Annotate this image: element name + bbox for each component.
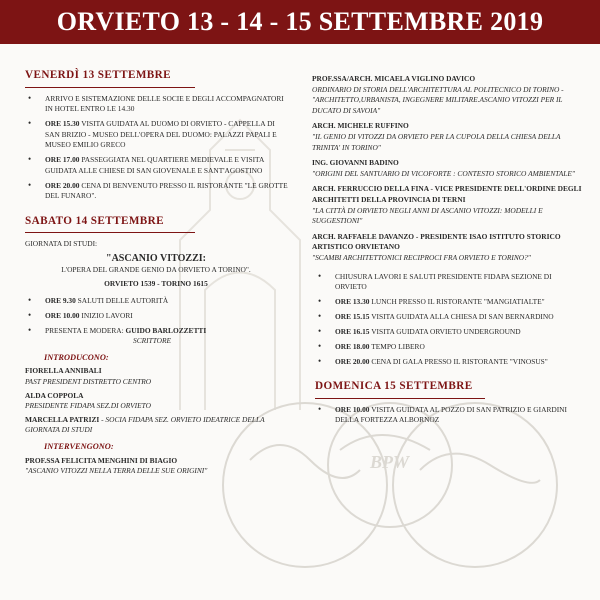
speaker-name: ARCH. RAFFAELE DAVANZO - PRESIDENTE ISAO ISTITUTO STORICO ARTISTICO ORVIETANO bbox=[312, 231, 561, 252]
list-item: • ARRIVO E SISTEMAZIONE DELLE SOCIE E DEGLI ACCOMPAGNATORI IN HOTEL ENTRO LE 14.30 bbox=[28, 92, 284, 114]
speaker-role: PAST PRESIDENT DISTRETTO CENTRO bbox=[25, 376, 152, 386]
list-item: • ORE 18.00 TEMPO LIBERO bbox=[318, 340, 425, 351]
conference-subtitle: L'OPERA DEL GRANDE GENIO DA ORVIETO A TORINO". bbox=[61, 264, 251, 274]
list-item: • ORE 15.15 VISITA GUIDATA ALLA CHIESA DI SAN BERNARDINO bbox=[318, 310, 554, 321]
saturday-list bbox=[22, 296, 290, 347]
saturday-divider bbox=[25, 232, 195, 233]
list-item: • ORE 15.30 VISITA GUIDATA AL DUOMO DI ORVIETO - CAPPELLA DI SAN BRIZIO - MUSEO DELL'OPERA DEL DUOMO: PALAZZI PAPALI E MUSEO EMILIO GRECO bbox=[28, 118, 277, 150]
speaker-block bbox=[312, 232, 584, 264]
speaker-role: "SCAMBI ARCHITETTONICI RECIPROCI FRA ORVIETO E TORINO?" bbox=[312, 252, 531, 262]
speaker-name: PROF.SSA FELICITA MENGHINI DI BIAGIO bbox=[25, 455, 178, 465]
list-item: • ORE 20.00 CENA DI BENVENUTO PRESSO IL RISTORANTE "LE GROTTE DEL FUNARO". bbox=[28, 179, 288, 201]
friday-heading: VENERDÌ 13 SETTEMBRE bbox=[25, 69, 172, 81]
study-day-label: GIORNATA DI STUDI: bbox=[25, 239, 98, 249]
speaker-block bbox=[312, 121, 584, 153]
list-item: • PRESENTA E MODERA: GUIDO BARLOZZETTI SCRITTORE bbox=[28, 324, 207, 346]
list-item: • ORE 17.00 PASSEGGIATA NEL QUARTIERE MEDIEVALE E VISITA GUIDATA ALLE CHIESE DI SAN GIOVENALE E SANT'AGOSTINO bbox=[28, 154, 264, 175]
list-item: • ORE 10.00 INIZIO LAVORI bbox=[28, 309, 133, 320]
speaker-role: "ASCANIO VITOZZI NELLA TERRA DELLE SUE ORIGINI" bbox=[25, 466, 208, 476]
speaker-name: ALDA COPPOLA bbox=[25, 390, 84, 400]
speaker-role: "LA CITTÀ DI ORVIETO NEGLI ANNI DI ASCANIO VITOZZI: MODELLI E SUGGESTIONI" bbox=[312, 205, 543, 226]
intervengono-list bbox=[25, 456, 290, 477]
list-item: • ORE 9.30 SALUTI DELLE AUTORITÀ bbox=[28, 294, 169, 305]
page-title: ORVIETO 13 - 14 - 15 SETTEMBRE 2019 bbox=[56, 7, 544, 36]
conference-dates: ORVIETO 1539 - TORINO 1615 bbox=[104, 279, 208, 289]
conference-title: "ASCANIO VITOZZI: bbox=[106, 253, 206, 265]
speaker-name: MARCELLA PATRIZI bbox=[25, 414, 100, 424]
speaker-name: ARCH. MICHELE RUFFINO bbox=[312, 121, 409, 131]
friday-divider bbox=[25, 87, 195, 88]
introducono-list bbox=[25, 366, 290, 436]
saturday-heading: SABATO 14 SETTEMBRE bbox=[25, 214, 164, 227]
list-item: • ORE 13.30 LUNCH PRESSO IL RISTORANTE "MANGIATIALTE" bbox=[318, 295, 545, 306]
speaker-block bbox=[312, 184, 584, 226]
introducono-label: INTRODUCONO: bbox=[44, 352, 109, 362]
list-item: • ORE 10.00 VISITA GUIDATA AL POZZO DI SAN PATRIZIO E GIARDINI DELLA FORTEZZA ALBORNOZ bbox=[318, 403, 567, 425]
right-column bbox=[312, 74, 584, 430]
speaker-role: "ORIGINI DEL SANTUARIO DI VICOFORTE : CONTESTO STORICO AMBIENTALE" bbox=[312, 168, 575, 178]
speaker-role: "IL GENIO DI VITOZZI DA ORVIETO PER LA CUPOLA DELLA CHIESA DELLA TRINITA' IN TORINO" bbox=[312, 131, 561, 152]
bpw-logo-text: BPW bbox=[370, 452, 410, 472]
list-item: • CHIUSURA LAVORI E SALUTI PRESIDENTE FIDAPA SEZIONE DI ORVIETO bbox=[318, 270, 552, 292]
list-item: • ORE 20.00 CENA DI GALA PRESSO IL RISTORANTE "VINOSUS" bbox=[318, 355, 548, 366]
list-item: • ORE 16.15 VISITA GUIDATA ORVIETO UNDERGROUND bbox=[318, 325, 521, 336]
sunday-divider bbox=[315, 398, 485, 399]
speaker-name: FIORELLA ANNIBALI bbox=[25, 366, 102, 376]
sunday-heading: DOMENICA 15 SETTEMBRE bbox=[315, 380, 473, 393]
speaker-role: PRESIDENTE FIDAPA SEZ.DI ORVIETO bbox=[25, 401, 151, 411]
speaker-block bbox=[312, 158, 584, 179]
speaker-block bbox=[312, 74, 584, 116]
intervengono-label: INTERVENGONO: bbox=[44, 441, 114, 451]
saturday-afternoon-list bbox=[312, 272, 584, 368]
left-column bbox=[22, 70, 290, 477]
sunday-list bbox=[312, 405, 584, 426]
speaker-role: ORDINARIO DI STORIA DELL'ARCHITETTURA AL POLITECNICO DI TORINO - "ARCHITETTO,URBANISTA, INGEGNERE MILITARE.ASCANIO VITOZZI PER IL DUCATO DI SAVOIA" bbox=[312, 84, 564, 115]
speaker-role: - SOCIA FIDAPA SEZ. ORVIETO IDEATRICE DELLA GIORNATA DI STUDI bbox=[25, 414, 265, 435]
speaker-name: ARCH. FERRUCCIO DELLA FINA - VICE PRESIDENTE DELL'ORDINE DEGLI ARCHITETTI DELLA PROVINCIA DI TERNI bbox=[312, 184, 582, 204]
speaker-name: PROF.SSA/ARCH. MICAELA VIGLINO DAVICO bbox=[312, 74, 476, 83]
friday-list bbox=[22, 94, 290, 202]
speaker-name: ING. GIOVANNI BADINO bbox=[312, 158, 399, 168]
